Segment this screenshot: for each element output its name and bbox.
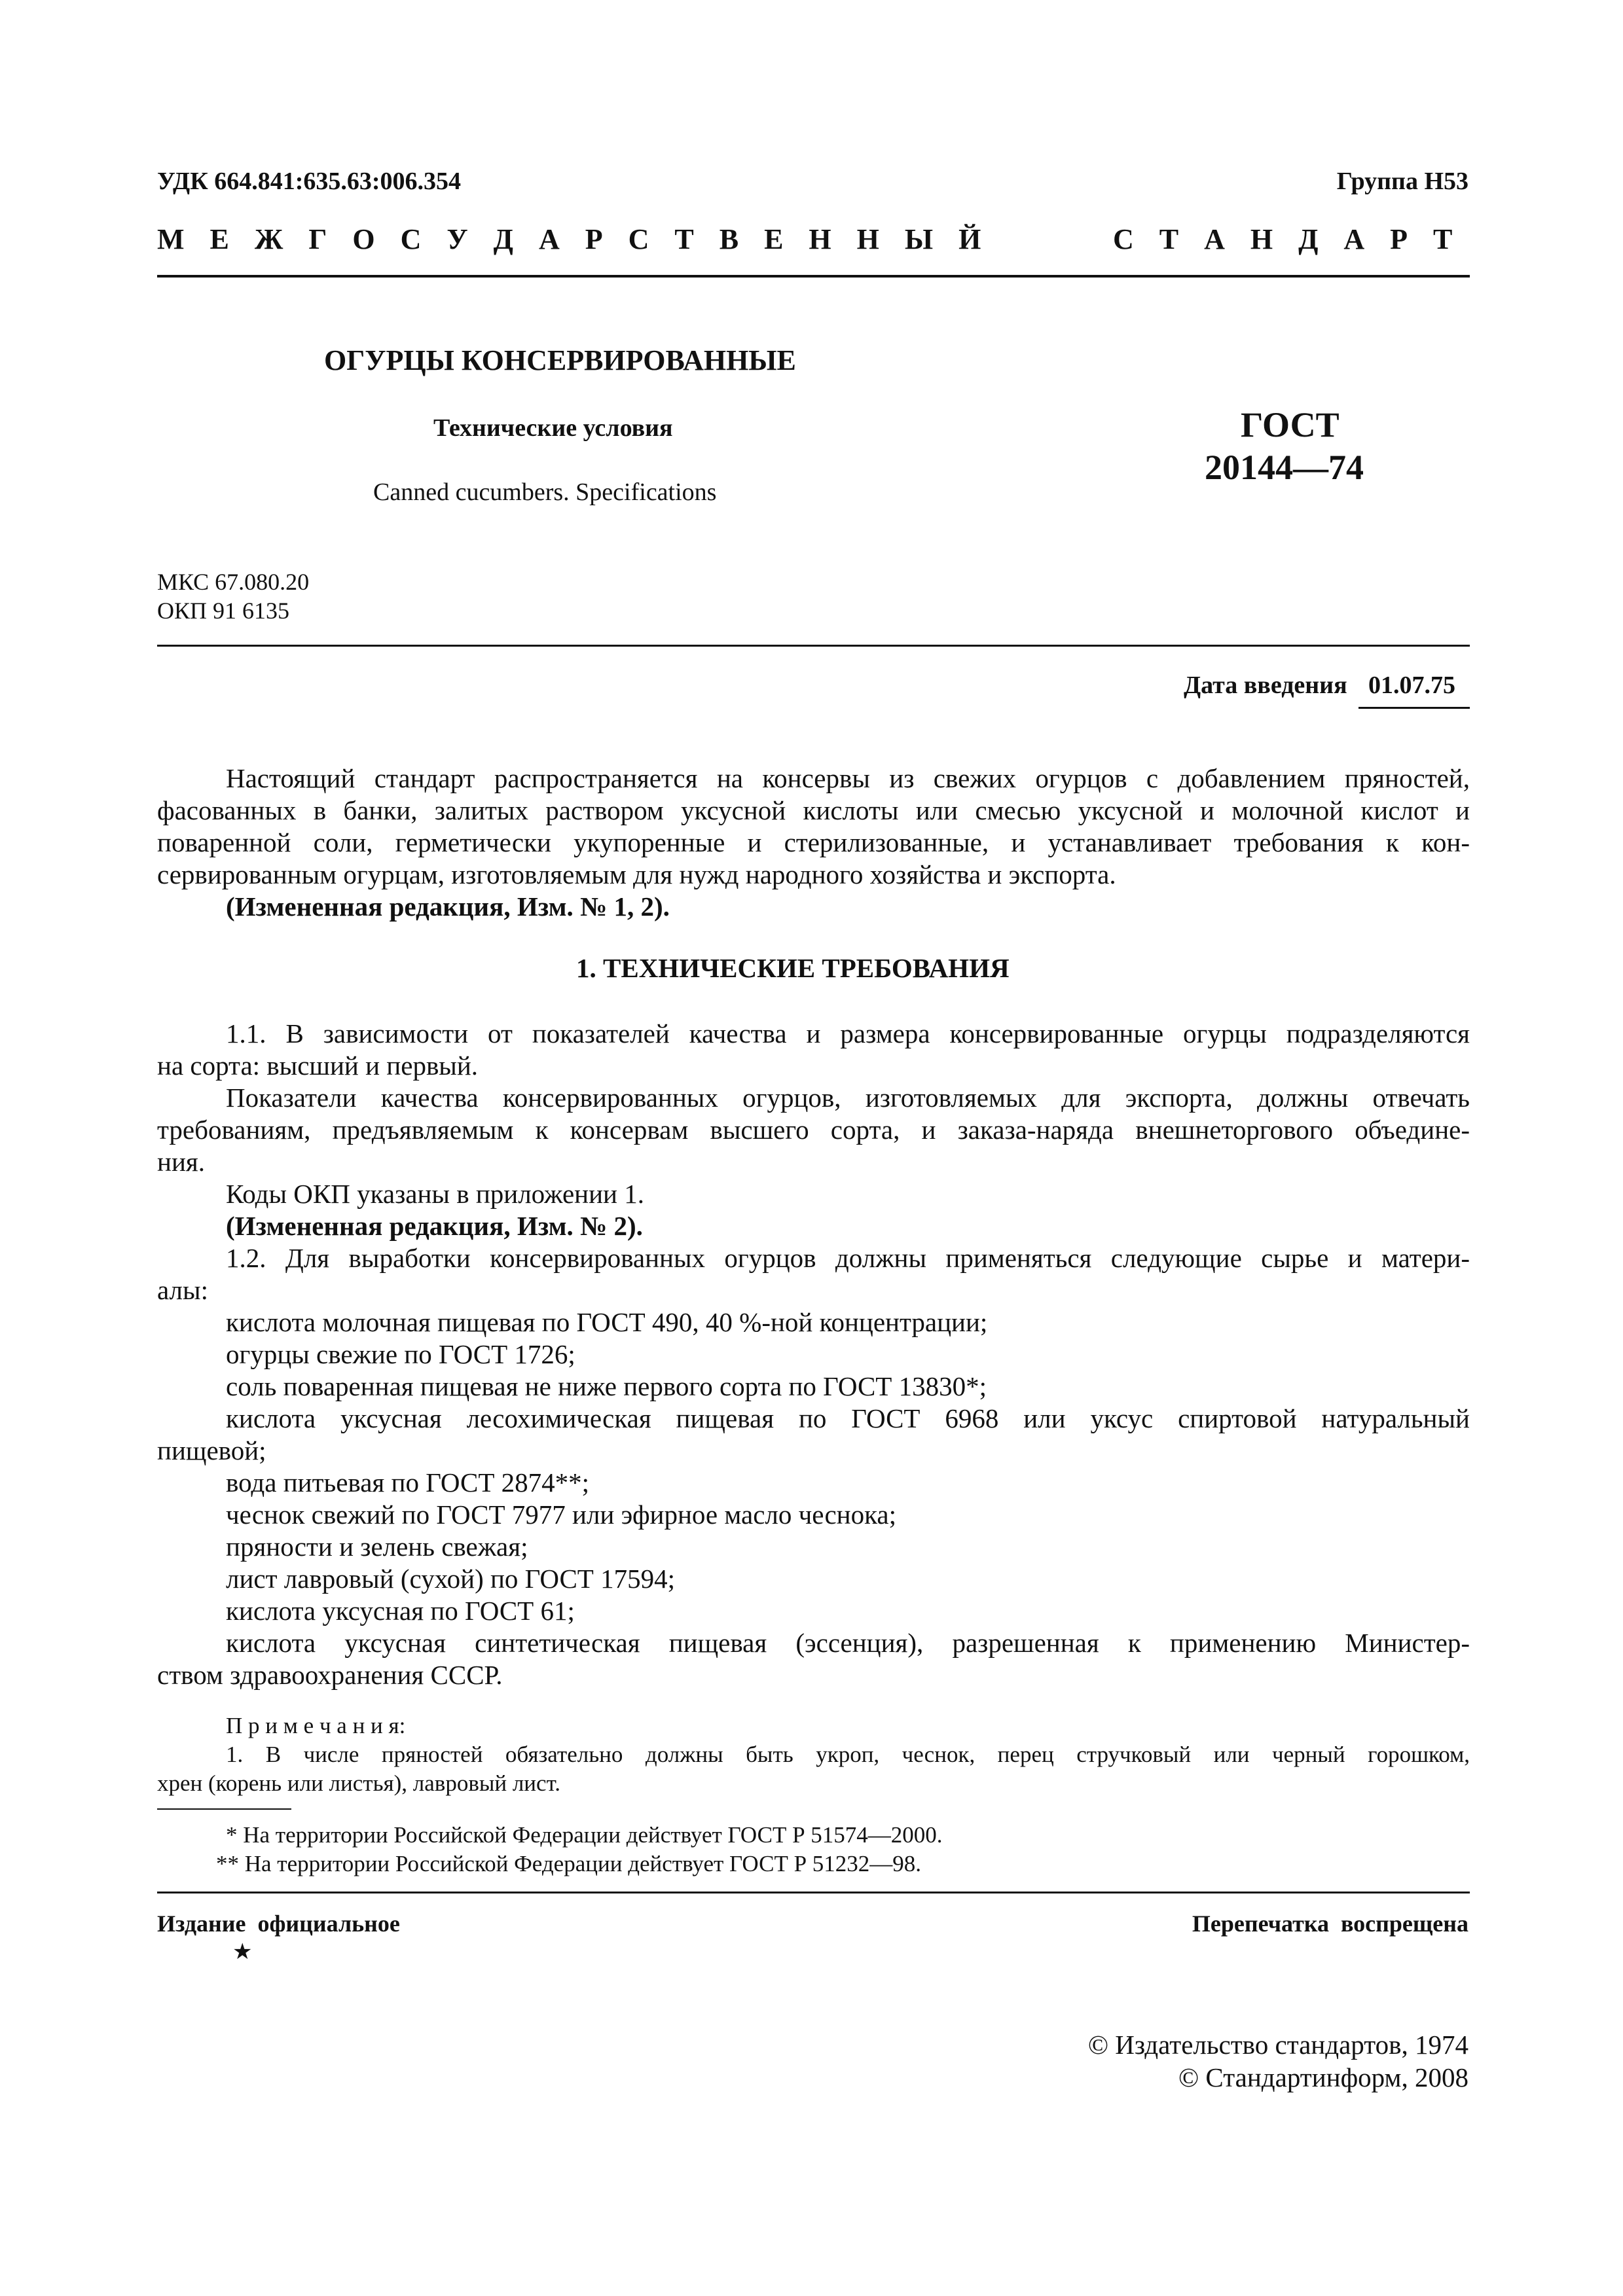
material-item: соль поваренная пищевая не ниже первого сорта по ГОСТ 13830*;	[226, 1371, 987, 1401]
p1-2b-line-1: 1.2. Для выработки консервированных огурцов должны применяться следующие сырье и матери-	[226, 1243, 1470, 1273]
okp-code: ОКП 91 6135	[157, 598, 290, 624]
intro-amendment: (Измененная редакция, Изм. № 1, 2).	[226, 891, 670, 922]
english-title: Canned cucumbers. Specifications	[373, 478, 717, 506]
material-item: чеснок свежий по ГОСТ 7977 или эфирное масло чеснока;	[226, 1499, 896, 1530]
material-item: кислота уксусная лесохимическая пищевая по ГОСТ 6968 или уксус спиртовой натуральный	[226, 1403, 1470, 1433]
footnote-1: * На территории Российской Федерации действует ГОСТ Р 51574—2000.	[226, 1822, 943, 1848]
intro-line-4: сервированным огурцам, изготовляемым для нужд народного хозяйства и экспорта.	[157, 859, 1116, 889]
material-item: лист лавровый (сухой) по ГОСТ 17594;	[226, 1564, 675, 1594]
intro-date-value: 01.07.75	[1368, 672, 1455, 699]
document-title: ОГУРЦЫ КОНСЕРВИРОВАННЫЕ	[324, 344, 796, 376]
copyright-1974: © Издательство стандартов, 1974	[1087, 2030, 1468, 2060]
document-subtitle: Технические условия	[433, 414, 673, 442]
notes-label: П р и м е ч а н и я:	[226, 1713, 406, 1738]
okp-codes-note: Коды ОКП указаны в приложении 1.	[226, 1179, 644, 1209]
material-item: вода питьевая по ГОСТ 2874**;	[226, 1467, 590, 1498]
codes-rule	[157, 645, 1470, 647]
intro-line-1: Настоящий стандарт распространяется на консервы из свежих огурцов с добавлением пряностей,	[226, 763, 1470, 793]
note-line-1: 1. В числе пряностей обязательно должны быть укроп, чеснок, перец стручковый или черный горошком,	[226, 1742, 1470, 1767]
material-item: пищевой;	[157, 1435, 266, 1465]
intro-date-underline	[1359, 707, 1470, 709]
banner-standard: С Т А Н Д А Р Т	[1113, 223, 1462, 255]
material-item: ством здравоохранения СССР.	[157, 1660, 503, 1690]
p1-1-line-1: 1.1. В зависимости от показателей качества и размера консервированные огурцы подразделяются	[226, 1018, 1470, 1049]
intro-line-3: поваренной соли, герметически укупоренные и стерилизованные, и устанавливает требования к кон-	[157, 827, 1470, 857]
mks-code: МКС 67.080.20	[157, 569, 310, 595]
gost-number: 20144—74	[1205, 448, 1364, 487]
section-heading: 1. ТЕХНИЧЕСКИЕ ТРЕБОВАНИЯ	[576, 953, 1010, 983]
footer-rule	[157, 1892, 1470, 1893]
footnote-2: ** На территории Российской Федерации действует ГОСТ Р 51232—98.	[216, 1851, 922, 1876]
section-amendment: (Измененная редакция, Изм. № 2).	[226, 1211, 643, 1241]
group-code: Группа Н53	[1336, 168, 1468, 195]
intro-line-2: фасованных в банки, залитых раствором уксусной кислоты или смесью уксусной и молочной кислот и	[157, 795, 1470, 825]
material-item: кислота уксусная синтетическая пищевая (эссенция), разрешенная к применению Министер-	[226, 1628, 1470, 1658]
material-item: огурцы свежие по ГОСТ 1726;	[226, 1339, 575, 1369]
intro-date-label: Дата введения	[1184, 672, 1347, 699]
header-rule	[157, 275, 1470, 278]
footnote-rule	[157, 1808, 291, 1810]
gost-label: ГОСТ	[1241, 405, 1340, 444]
banner-interstate: М Е Ж Г О С У Д А Р С Т В Е Н Н Ы Й	[157, 223, 991, 255]
material-item: кислота уксусная по ГОСТ 61;	[226, 1596, 575, 1626]
material-item: кислота молочная пищевая по ГОСТ 490, 40 %-ной концентрации;	[226, 1307, 988, 1337]
copyright-2008: © Стандартинформ, 2008	[1178, 2062, 1468, 2092]
p1-1-line-2: на сорта: высший и первый.	[157, 1050, 479, 1081]
reprint-label: Перепечатка воспрещена	[1192, 1910, 1468, 1937]
star-icon: ★	[232, 1940, 253, 1964]
note-line-2: хрен (корень или листья), лавровый лист.	[157, 1770, 560, 1796]
material-item: пряности и зелень свежая;	[226, 1532, 528, 1562]
p1-2-line-1: Показатели качества консервированных огурцов, изготовляемых для экспорта, должны отвечать	[226, 1083, 1470, 1113]
udk-code: УДК 664.841:635.63:006.354	[157, 168, 462, 195]
edition-label: Издание официальное	[157, 1910, 400, 1937]
p1-2-line-2: требованиям, предъявляемым к консервам высшего сорта, и заказа-наряда внешнеторгового объедине-	[157, 1115, 1470, 1145]
p1-2b-line-2: алы:	[157, 1275, 208, 1305]
p1-2-line-3: ния.	[157, 1147, 205, 1177]
